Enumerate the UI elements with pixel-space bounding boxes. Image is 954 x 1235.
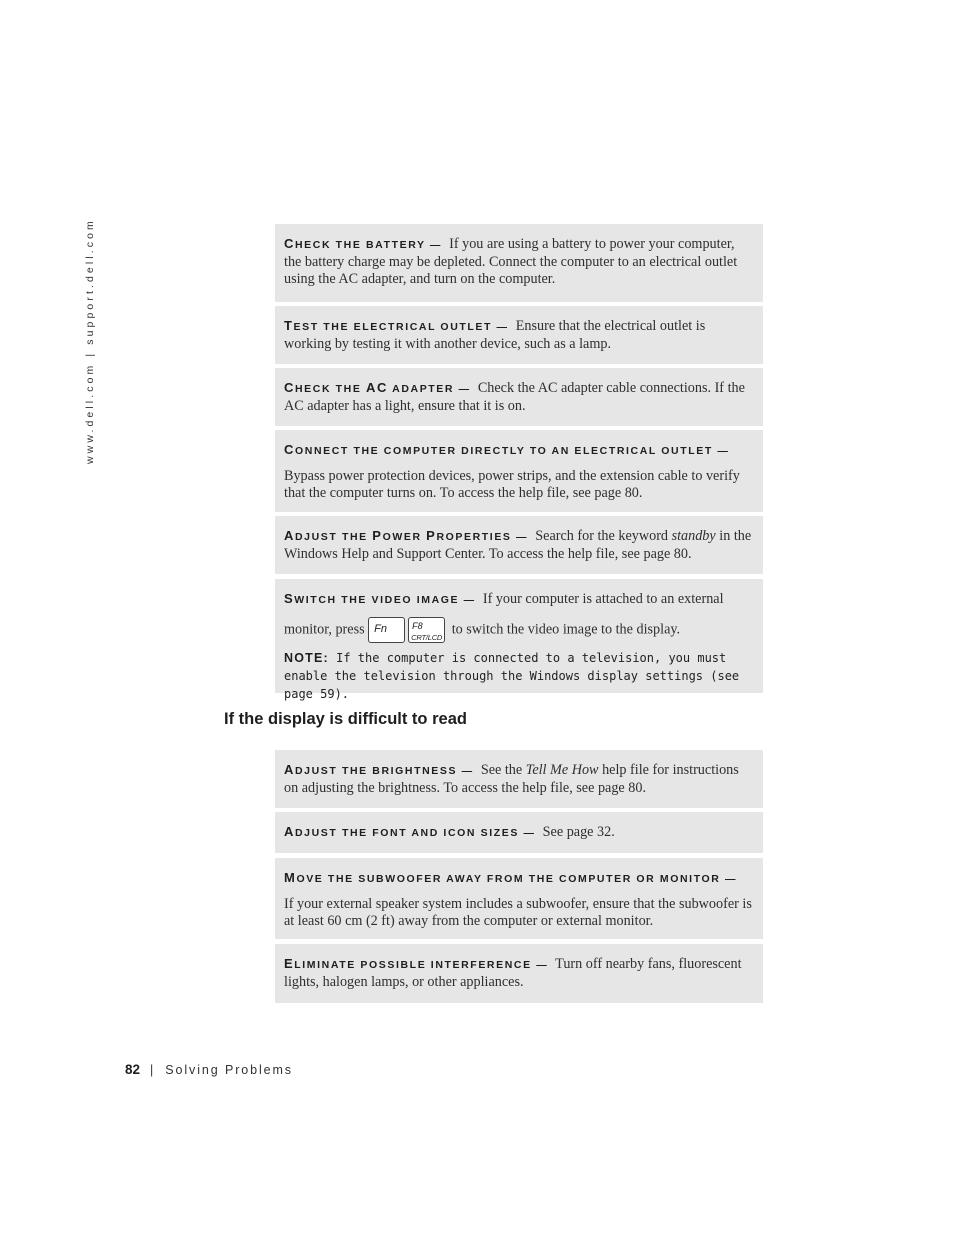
tip-heading: TEST THE ELECTRICAL OUTLET — (284, 318, 509, 333)
tip-heading: ADJUST THE FONT AND ICON SIZES — (284, 824, 536, 839)
tip-heading: CHECK THE AC ADAPTER — (284, 380, 471, 395)
tip-text: Bypass power protection devices, power strips, and the extension cable to verify that the computer turns on. To access the help file, see page 80. (284, 468, 740, 501)
tip-heading: ADJUST THE POWER PROPERTIES — (284, 528, 529, 543)
note (284, 649, 754, 703)
tip-text: See the Tell Me How help file for instructions on adjusting the brightness. To access the help file, see page 80. (284, 762, 739, 796)
tip-text: If you are using a battery to power your computer, the battery charge may be depleted. Connect the computer to an electrical outlet using the AC adapter, and turn on the computer. (284, 236, 738, 287)
tip-text: Turn off nearby fans, fluorescent lights, halogen lamps, or other appliances. (284, 956, 742, 990)
section-title: If the display is difficult to read (224, 710, 467, 728)
tip-text: Ensure that the electrical outlet is working by testing it with another device, such as a lamp. (284, 318, 706, 352)
note-text: If the computer is connected to a television, you must enable the television through the Windows display settings (see page 59). (284, 651, 740, 701)
page-footer (125, 1062, 293, 1077)
chapter-title: Solving Problems (165, 1063, 293, 1077)
tip-heading: CHECK THE BATTERY — (284, 236, 443, 251)
tip-text: Search for the keyword standby in the Windows Help and Support Center. To access the help file, see page 80. (284, 528, 752, 562)
tip-heading: CONNECT THE COMPUTER DIRECTLY TO AN ELECTRICAL OUTLET — (284, 442, 730, 457)
tip-heading: SWITCH THE VIDEO IMAGE — (284, 591, 476, 606)
tip-text-keys-line: monitor, press Fn F8 CRT/LCD to switch the video image to the display. (284, 617, 754, 643)
tip-box-font-icon-sizes (275, 812, 763, 853)
tip-box-check-battery (275, 224, 763, 302)
note-label: NOTE: (284, 651, 329, 665)
tip-box-adjust-brightness (275, 750, 763, 808)
tip-box-connect-directly (275, 430, 763, 512)
tip-box-switch-video (275, 579, 763, 701)
page-number: 82 (125, 1062, 141, 1077)
tip-text: Check the AC adapter cable connections. If the AC adapter has a light, ensure that it is on. (284, 380, 745, 414)
tip-text: If your computer is attached to an external (482, 591, 724, 607)
tip-text: If your external speaker system includes a subwoofer, ensure that the subwoofer is at least 60 cm (2 ft) away from the computer or external monitor. (284, 896, 752, 929)
tip-box-eliminate-interference (275, 944, 763, 1003)
tip-box-power-properties (275, 516, 763, 574)
tip-heading: ADJUST THE BRIGHTNESS — (284, 762, 474, 777)
tip-box-check-ac-adapter (275, 368, 763, 426)
tip-box-test-outlet (275, 306, 763, 364)
fn-key-icon: Fn (368, 617, 405, 643)
tip-heading: MOVE THE SUBWOOFER AWAY FROM THE COMPUTER OR MONITOR — (284, 870, 738, 885)
tip-box-move-subwoofer (275, 858, 763, 939)
tip-text: See page 32. (542, 824, 615, 840)
tip-heading: ELIMINATE POSSIBLE INTERFERENCE — (284, 956, 549, 971)
f8-key-icon: F8 CRT/LCD (408, 617, 445, 643)
footer-separator: | (150, 1063, 154, 1077)
side-url: www.dell.com | support.dell.com (84, 218, 96, 464)
